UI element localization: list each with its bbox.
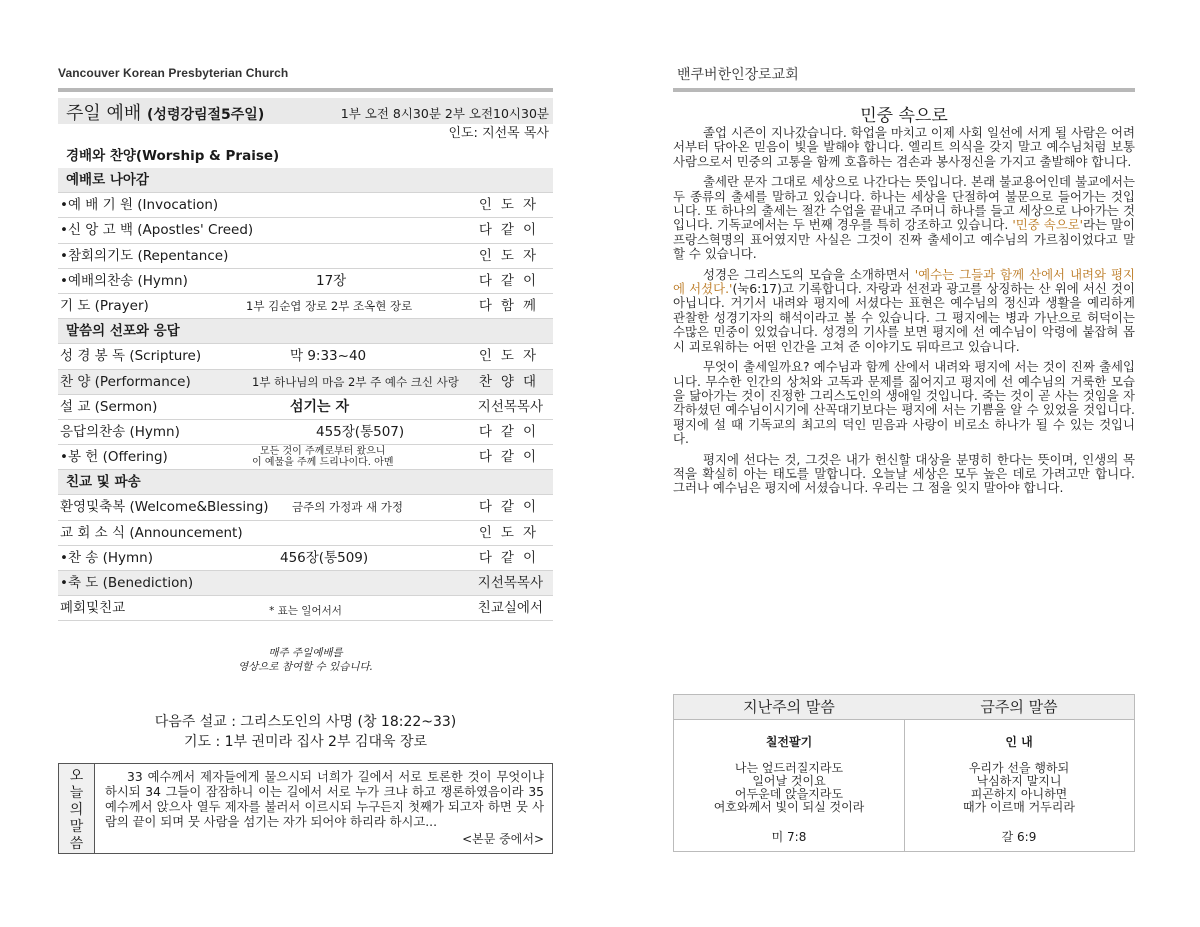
essay-text: 라는 말이 프랑스혁명의 표어였지만 사실은 그것이 진짜 출세이고 예수님의 가르침이었다고 말할 수 있습니다. [673,217,1135,262]
order-item-leader: 지선목목사 [477,575,543,591]
verse-line: 어두운데 앉을지라도 [734,787,844,801]
order-item-name: 기 도 (Prayer) [60,297,149,314]
order-item-leader: 다같이 [478,222,545,239]
order-section-heading [58,319,553,344]
order-opening-item [58,144,553,168]
church-name-english: Vancouver Korean Presbyterian Church [58,66,289,80]
order-item-leader: 다같이 [478,423,545,440]
order-item-leader: 친교실에서 [477,600,543,617]
next-prayer: 기도 : 1부 권미라 집사 2부 김대욱 장로 [183,734,428,750]
service-name: 주일 예배 [66,103,142,124]
service-title [66,99,264,125]
last-week-reference: 미 7:8 [771,830,807,844]
essay-body [673,126,1135,502]
order-item-detail: 456장(통509) [280,549,369,566]
last-week-verse [674,762,904,814]
order-item-detail: 막 9:33~40 [290,348,367,365]
essay-paragraph: 무엇이 출세일까요? 예수님과 함께 산에서 내려와 평지에 서는 것이 진짜 출세입니다. 무수한 인간의 상처와 고독과 문제를 짊어지고 평지에 선 예수님의 거룩한 모습을 닮아가는 것이 진정한 그리스도인의 생애일 것입니다. 죽는 것이 곧 사는 것임을 자각하셨던 예수님이시기에 산꼭대기보다는 평지에 서는 기쁨을 알 수 있었을 것입니다. 평지에 설 때 기독교의 최고의 덕인 믿음과 사랑이 비로소 하나가 될 수 있는 것입니다. [673,359,1135,447]
next-week-info [58,712,553,752]
order-item-name: •신 앙 고 백 (Apostles' Creed) [60,222,254,239]
order-section-heading [58,168,553,193]
verse-line: 우리가 선을 행하되 [968,761,1070,775]
order-item-leader: 인도자 [478,197,545,214]
order-item-detail: 모든 것이 주께로부터 왔으니 이 예물을 주께 드리나이다. 아멘 [252,446,394,469]
order-item [58,495,553,520]
video-note-line1: 매주 주일예배를 [268,647,343,659]
essay-highlight: '예수는 그들과 함께 산에서 내려와 평지에 서셨다.' [673,266,1135,297]
header-rule [58,88,553,92]
order-item-leader: 인도자 [478,524,545,541]
header-rule-right [673,88,1135,92]
todays-word-text: 33 예수께서 제자들에게 물으시되 너희가 길에서 서로 토론한 것이 무엇이냐 하시되 34 그들이 잠잠하니 이는 길에서 서로 누가 크냐 하고 쟁론하였음이라 35 예수께서 앉으사 열두 제자를 불러서 이르시되 누구든지 첫째가 되고자 하면 뭇 사람의 끝이 되며 뭇 사람을 섬기는 자가 되어야 하리라 하시고... [105,770,544,829]
todays-word-box [58,763,553,854]
essay-text: (눅6:17)고 기록합니다. 자랑과 선전과 광고를 상징하는 산 위에 서신 것이 아닙니다. 거기서 내려와 평지에 서셨다는 표현은 예수님의 정신과 생활을 예리하게 관찰한 성경기자의 해석이라고 볼 수 있습니다. 그 평지에는 병과 가난으로 허덕이는 수많은 민중이 있었습니다. 성경의 기사를 보면 평지에 선 예수님이 악령에 붙잡혀 몹시 괴로워하는 어떤 인간을 고쳐 준 이야기도 뒤따르고 있습니다. [673,281,1135,354]
order-item-leader: 다함께 [478,297,545,314]
order-item-name: 성 경 봉 독 (Scripture) [60,348,202,365]
order-item-name: 설 교 (Sermon) [60,398,158,415]
order-item-leader: 인도자 [478,348,545,365]
video-note-line2: 영상으로 참여할 수 있습니다. [237,661,374,673]
order-item-name: •축 도 (Benediction) [60,575,194,591]
scripture-words-table [673,694,1135,852]
todays-word-label [59,764,95,853]
service-season: (성령강림절5주일) [147,107,265,123]
stand-note: * 표는 일어서서 [269,605,342,617]
next-sermon: 다음주 설교 : 그리스도인의 사명 (창 18:22~33) [154,714,457,730]
order-item-name: 찬 양 (Performance) [60,373,191,390]
order-item-leader: 다같이 [478,449,545,466]
order-item-name: •봉 헌 (Offering) [60,449,168,466]
order-item [58,420,553,445]
order-item-detail: 1부 김순엽 장로 2부 조옥현 장로 [246,298,413,313]
church-name-korean: 밴쿠버한인장로교회 [677,67,799,83]
service-times: 1부 오전 8시30분 2부 오전10시30분 [340,106,549,121]
order-item-detail: 섬기는 자 [290,398,349,415]
essay-text: 성경은 그리스도의 모습을 소개하면서 [703,266,915,282]
essay-title: 민중 속으로 [860,106,948,126]
this-week-word [904,695,1134,851]
essay-paragraph: 졸업 시즌이 지나갔습니다. 학업을 마치고 이제 사회 일선에 서게 될 사람은 어려서부터 닦아온 믿음이 빛을 발해야 합니다. 엘리트 의식을 갖지 말고 예수님처럼 보통사람으로서 민중의 고통을 함께 호흡하는 겸손과 봉사정신을 가지고 출발해야 합니다. [673,125,1135,169]
order-item-name: 폐회및친교 [60,600,126,617]
order-item-name: •참회의기도 (Repentance) [60,247,229,264]
essay-text: 출세란 문자 그대로 세상으로 나간다는 뜻입니다. 본래 불교용어인데 불교에서는 두 종류의 출세를 말하고 있습니다. 하나는 세상을 단절하여 불문으로 들어가는 것입니다. 또 하나의 출세는 절간 수업을 끝내고 주머니 하나를 들고 세상으로 나아가는 것입니다. 기독교에서는 두 번째 경우를 특히 강조하고 있습니다. [673,174,1135,233]
essay-paragraph [673,175,1135,261]
verse-line: 피곤하지 아니하면 [970,787,1068,801]
this-week-verse [904,762,1134,814]
order-item-leader: 지선목목사 [477,398,543,415]
order-item [58,244,553,269]
last-week-header: 지난주의 말씀 [674,695,904,720]
service-title-bar [58,98,553,124]
order-heading-text: 경배와 찬양(Worship & Praise) [66,148,280,164]
order-item-name: •예 배 기 원 (Invocation) [60,197,219,214]
order-item-detail: 455장(통507) [316,423,405,440]
essay-paragraph [673,268,1135,354]
order-item-leader: 다같이 [478,272,545,289]
last-week-word [674,695,905,851]
order-item [58,521,553,546]
verse-line: 때가 이르매 거두리라 [963,800,1075,814]
essay-paragraph: 평지에 선다는 것, 그것은 내가 헌신할 대상을 분명히 한다는 뜻이며, 인생의 목적을 확실히 아는 태도를 말합니다. 오늘날 세상은 모두 높은 데로 가려고만 합니다. 그러나 예수님은 평지에 서셨습니다. 우리는 그 점을 잊지 말아야 합니다. [673,451,1135,496]
order-item [58,193,553,218]
verse-line: 일어날 것이요 [752,774,826,788]
order-item-detail: 17장 [316,272,347,289]
this-week-header: 금주의 말씀 [904,695,1134,720]
verse-line: 낙심하지 말지니 [976,774,1062,788]
order-item-detail: 금주의 가정과 새 가정 [292,500,403,515]
this-week-reference: 갈 6:9 [1001,830,1037,844]
order-item-name: •예배의찬송 (Hymn) [60,272,188,289]
order-rows [58,144,553,621]
order-item [58,294,553,319]
order-item [58,218,553,243]
todays-word-label-text: 오늘의 말씀 [69,768,84,852]
last-week-title: 칠전팔기 [765,735,813,749]
order-item [58,344,553,369]
order-item [58,269,553,294]
order-item-name: •찬 송 (Hymn) [60,549,154,566]
order-item [58,370,553,395]
order-item-leader: 다같이 [478,499,545,516]
order-item-leader: 다같이 [478,549,545,566]
todays-word-source: <본문 중에서> [462,832,544,846]
order-item [58,445,553,470]
order-heading-text: 예배로 나아감 [66,172,149,188]
order-item-name: 응답의찬송 (Hymn) [60,423,180,440]
order-heading-text: 말씀의 선포와 응답 [66,323,180,340]
order-item [58,395,553,420]
worship-order [58,98,553,621]
essay-highlight: '민중 속으로' [1012,217,1084,233]
order-section-heading [58,470,553,495]
order-item [58,546,553,571]
order-item-leader: 인도자 [478,247,545,264]
service-leader: 인도: 지선목 목사 [448,126,549,141]
order-item-name: 교 회 소 식 (Announcement) [60,524,243,541]
order-item [58,571,553,596]
this-week-title: 인 내 [1005,735,1033,749]
order-item-name: 환영및축복 (Welcome&Blessing) [60,499,269,516]
order-item-detail: 1부 하나님의 마음 2부 주 예수 크신 사랑 [252,374,459,389]
verse-line: 나는 엎드러질지라도 [734,761,844,775]
order-item-leader: 찬양대 [478,373,545,390]
order-heading-text: 친교 및 파송 [66,474,141,491]
verse-line: 여호와께서 빛이 되실 것이라 [713,800,865,814]
